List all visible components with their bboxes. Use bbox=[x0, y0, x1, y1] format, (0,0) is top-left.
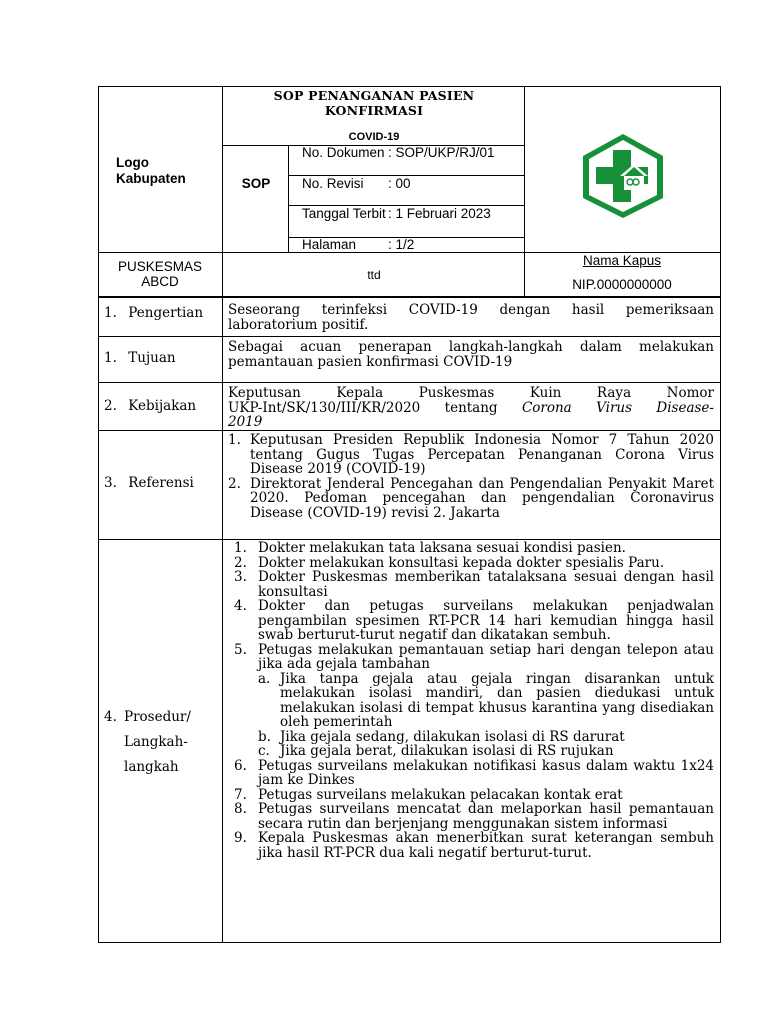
prosedur-subitem-letter: c. bbox=[258, 743, 270, 759]
prosedur-item-text: Petugas surveilans melakukan pelacakan kontak erat bbox=[258, 786, 623, 803]
document-subtitle: COVID-19 bbox=[348, 131, 400, 143]
meta-label-no-revisi: No. Revisi bbox=[302, 176, 364, 191]
logo-kabupaten-placeholder bbox=[116, 155, 206, 187]
prosedur-item-text: Dokter dan petugas surveilans melakukan penjadwalan pengambilan spesimen RT-PCR 14 hari kemudian hingga hasil swab berturut-turut negatif dan dikatakan sembuh. bbox=[258, 598, 714, 643]
section-label-kebijakan bbox=[104, 398, 196, 414]
prosedur-subitem-letter: b. bbox=[258, 728, 271, 745]
kapus-name: Nama Kapus bbox=[582, 253, 662, 268]
prosedur-item bbox=[234, 788, 714, 803]
section-num: 1. bbox=[104, 350, 117, 366]
prosedur-item-number: 8. bbox=[234, 801, 247, 817]
header-divider-left bbox=[222, 86, 223, 297]
kebijakan-line-2-normal: UKP-Int/SK/130/III/KR/2020 tentang bbox=[228, 399, 522, 416]
prosedur-item-number: 2. bbox=[234, 554, 247, 571]
tujuan-text: Sebagai acuan penerapan langkah-langkah dalam melakukan pemantauan pasien konfirmasi COVID-19 bbox=[228, 339, 714, 370]
document-title: SOP PENANGANAN PASIEN KONFIRMASI bbox=[273, 88, 475, 118]
section-num: 2. bbox=[104, 398, 117, 414]
prosedur-item bbox=[234, 541, 714, 556]
meta-value-tanggal-terbit: : 1 Februari 2023 bbox=[388, 206, 491, 221]
logo-kabupaten-text: Logo Kabupaten bbox=[116, 155, 186, 186]
kebijakan-text bbox=[228, 386, 714, 430]
prosedur-item-number: 4. bbox=[234, 598, 247, 614]
prosedur-subitem bbox=[234, 744, 714, 759]
prosedur-item-text: Petugas surveilans mencatat dan melaporkan hasil pemantauan secara rutin dan berjenjang menggunakan sistem informasi bbox=[258, 801, 714, 832]
referensi-item-number: 1. bbox=[228, 432, 241, 448]
referensi-item-text: Keputusan Presiden Republik Indonesia Nomor 7 Tahun 2020 tentang Gugus Tugas Percepatan Penanganan Corona Virus Disease 2019 (COVID-19) bbox=[250, 432, 714, 477]
pengertian-text: Seseorang terinfeksi COVID-19 dengan hasil pemeriksaan laboratorium positif. bbox=[228, 302, 714, 333]
kebijakan-line-3 bbox=[228, 415, 714, 430]
prosedur-item-text: Dokter melakukan tata laksana sesuai kondisi pasien. bbox=[258, 540, 626, 556]
prosedur-item-text: Kepala Puskesmas akan menerbitkan surat keterangan sembuh jika hasil RT-PCR dua kali negatif berturut-turut. bbox=[258, 830, 714, 861]
section-num: 1. bbox=[104, 305, 117, 321]
section-title: Pengertian bbox=[128, 305, 204, 321]
body-divider bbox=[222, 297, 223, 943]
prosedur-item bbox=[234, 570, 714, 599]
row-line-3 bbox=[98, 430, 721, 431]
prosedur-item-number: 6. bbox=[234, 757, 247, 774]
referensi-item bbox=[228, 477, 714, 521]
section-num: 3. bbox=[104, 475, 117, 491]
section-title: Tujuan bbox=[128, 350, 176, 366]
row-line-1 bbox=[98, 336, 721, 337]
kebijakan-line-2-italic: Corona Virus Disease- bbox=[521, 399, 714, 416]
prosedur-label-line-2: Langkah- bbox=[124, 734, 188, 750]
prosedur-subitem bbox=[234, 672, 714, 730]
meta-label-halaman: Halaman bbox=[302, 237, 357, 252]
prosedur-item-text: Dokter Puskesmas memberikan tatalaksana sesuai dengan hasil konsultasi bbox=[258, 569, 714, 600]
referensi-item-number: 2. bbox=[228, 475, 241, 492]
kebijakan-line-2 bbox=[228, 401, 714, 416]
puskesmas-logo-icon bbox=[580, 132, 666, 220]
prosedur-subitem-text: Jika gejala sedang, dilakukan isolasi di RS darurat bbox=[280, 728, 625, 745]
prosedur-item-text: Dokter melakukan konsultasi kepada dokter spesialis Paru. bbox=[258, 554, 665, 571]
meta-value-no-revisi: : 00 bbox=[388, 176, 411, 191]
prosedur-subitem bbox=[234, 730, 714, 745]
row-line-2 bbox=[98, 382, 721, 383]
sop-label: SOP bbox=[241, 176, 271, 191]
kebijakan-line-1: Keputusan Kepala Puskesmas Kuin Raya Nomor bbox=[228, 385, 714, 401]
referensi-list bbox=[228, 433, 714, 520]
referensi-item bbox=[228, 433, 714, 477]
prosedur-subitem-letter: a. bbox=[258, 670, 271, 687]
meta-value-no-dokumen: : SOP/UKP/RJ/01 bbox=[388, 145, 495, 160]
sop-divider bbox=[288, 145, 289, 252]
prosedur-item-number: 9. bbox=[234, 830, 247, 846]
section-label-referensi bbox=[104, 475, 194, 491]
prosedur-item-number: 3. bbox=[234, 569, 247, 585]
prosedur-item bbox=[234, 802, 714, 831]
meta-value-halaman: : 1/2 bbox=[388, 237, 415, 252]
prosedur-label-line-1 bbox=[104, 705, 220, 730]
prosedur-item bbox=[234, 831, 714, 860]
prosedur-item bbox=[234, 556, 714, 571]
prosedur-item bbox=[234, 643, 714, 672]
section-label-prosedur bbox=[104, 705, 220, 780]
signature-ttd: ttd bbox=[367, 268, 381, 282]
prosedur-item-text: Petugas melakukan pemantauan setiap hari dengan telepon atau jika ada gejala tambahan bbox=[258, 641, 714, 672]
prosedur-item-number: 5. bbox=[234, 641, 247, 658]
section-label-pengertian bbox=[104, 305, 203, 321]
prosedur-subitem-text: Jika gejala berat, dilakukan isolasi di RS rujukan bbox=[280, 743, 614, 759]
section-label-tujuan bbox=[104, 350, 176, 366]
prosedur-item bbox=[234, 759, 714, 788]
prosedur-item bbox=[234, 599, 714, 643]
prosedur-subitem-text: Jika tanpa gejala atau gejala ringan disarankan untuk melakukan isolasi mandiri, dan pasien diedukasi untuk melakukan isolasi di tempat khusus karantina yang disediakan oleh pemerintah bbox=[280, 670, 714, 730]
meta-label-tanggal-terbit: Tanggal Terbit bbox=[302, 206, 386, 221]
puskesmas-name: PUSKESMAS ABCD bbox=[117, 259, 203, 289]
referensi-item-text: Direktorat Jenderal Pencegahan dan Pengendalian Penyakit Maret 2020. Pedoman pencegahan dan pengendalian Coronavirus Disease (COVID-19) revisi 2. Jakarta bbox=[250, 475, 714, 521]
prosedur-item-number: 7. bbox=[234, 786, 247, 803]
kebijakan-line-3-italic: 2019 bbox=[228, 414, 263, 430]
prosedur-item-text: Petugas surveilans melakukan notifikasi kasus dalam waktu 1x24 jam ke Dinkes bbox=[258, 757, 714, 788]
prosedur-list bbox=[234, 541, 714, 860]
meta-label-no-dokumen: No. Dokumen bbox=[302, 145, 385, 160]
section-num: 4. bbox=[104, 709, 117, 725]
section-title: Referensi bbox=[128, 475, 194, 491]
kapus-nip: NIP.0000000000 bbox=[572, 277, 672, 292]
section-title: Prosedur/ bbox=[124, 709, 191, 725]
prosedur-label-line-3: langkah bbox=[124, 759, 179, 775]
prosedur-item-number: 1. bbox=[234, 540, 247, 556]
section-title: Kebijakan bbox=[128, 398, 197, 414]
